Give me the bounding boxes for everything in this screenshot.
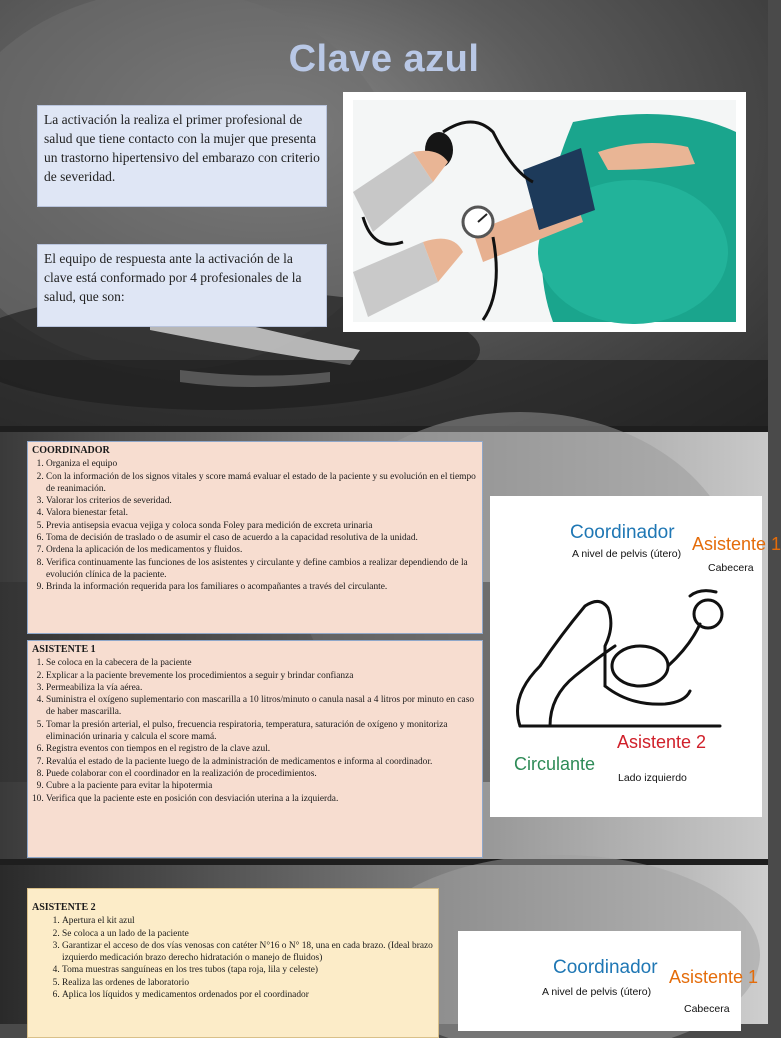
- slide-2: [0, 432, 781, 865]
- list-item: 1. Apertura el kit azul: [62, 915, 434, 927]
- activation-text-box: [37, 105, 327, 207]
- asistente1-label: Asistente 1: [692, 534, 781, 554]
- asistente2-heading: ASISTENTE 2: [32, 902, 96, 913]
- list-item: 9. Brinda la información requerida para los familiares o acompañantes a través del circulante.: [46, 581, 478, 593]
- slide-title: Clave azul: [288, 38, 480, 80]
- team-text-box: [37, 244, 327, 327]
- asistente2-sublabel: Lado izquierdo: [618, 772, 687, 784]
- list-item: 5. Previa antisepsia evacua vejiga y coloca sonda Foley para medición de excreta urinaria: [46, 520, 478, 532]
- list-item: 5. Realiza las ordenes de laboratorio: [62, 977, 434, 989]
- list-item: 6. Registra eventos con tiempos en el registro de la clave azul.: [46, 743, 478, 755]
- team-paragraph: El equipo de respuesta ante la activación de la clave está conformado por 4 profesionales de la salud, que son:: [44, 251, 302, 304]
- asistente2-list: [32, 915, 434, 1001]
- asistente1-heading: ASISTENTE 1: [32, 644, 96, 655]
- list-item: 4. Valora bienestar fetal.: [46, 507, 478, 519]
- list-item: 3. Permeabiliza la vía aérea.: [46, 682, 478, 694]
- activation-paragraph: La activación la realiza el primer profesional de salud que tiene contacto con la mujer que presenta un trastorno hipertensivo del embarazo con criterio de severidad.: [44, 112, 320, 184]
- circulante-label: Circulante: [514, 754, 596, 774]
- list-item: 4. Suministra el oxígeno suplementario con mascarilla a 10 litros/minuto o canula nasal a 4 litros por minuto en caso de haber mascarilla.: [46, 694, 478, 719]
- list-item: 4. Toma muestras sanguíneas en los tres tubos (tapa roja, lila y celeste): [62, 964, 434, 976]
- list-item: 9. Cubre a la paciente para evitar la hipotermia: [46, 780, 478, 792]
- list-item: 1. Organiza el equipo: [46, 458, 478, 470]
- list-item: 3. Valorar los criterios de severidad.: [46, 495, 478, 507]
- list-item: 5. Tomar la presión arterial, el pulso, frecuencia respiratoria, temperatura, saturación de oxígeno y monitoriza eliminación urinaria y calcula el score mamá.: [46, 719, 478, 744]
- asistente1-sublabel: Cabecera: [708, 562, 754, 574]
- list-item: 1. Se coloca en la cabecera de la paciente: [46, 657, 478, 669]
- list-item: 2. Se coloca a un lado de la paciente: [62, 928, 434, 940]
- asistente2-label: Asistente 2: [617, 732, 707, 752]
- asistente1-label: Asistente 1: [669, 967, 759, 987]
- coordinador-label: Coordinador: [570, 522, 675, 543]
- list-item: 8. Verifica continuamente las funciones de los asistentes y circulante y define cambios a realizar dependiendo de la evolución clínica de la paciente.: [46, 557, 478, 582]
- list-item: 10. Verifica que la paciente este en posición con desviación uterina a la izquierda.: [46, 793, 478, 805]
- team-position-diagram: [490, 496, 781, 817]
- list-item: 2. Explicar a la paciente brevemente los procedimientos a seguir y brindar confianza: [46, 670, 478, 682]
- list-item: 7. Ordena la aplicación de los medicamentos y fluidos.: [46, 544, 478, 556]
- slide-3: [0, 865, 768, 1024]
- team-position-diagram: [458, 931, 759, 1031]
- list-item: 8. Puede colaborar con el coordinador en la realización de procedimientos.: [46, 768, 478, 780]
- blood-pressure-illustration: [343, 92, 746, 332]
- slide-1: [0, 0, 768, 432]
- blood-pressure-photo: [343, 92, 746, 332]
- asistente1-list: [32, 657, 478, 805]
- list-item: 3. Garantizar el acceso de dos vías venosas con catéter N°16 o N° 18, una en cada brazo. (Ideal brazo izquierdo medicación brazo derecho hidratación o manejo de fluidos): [62, 940, 434, 965]
- coordinador-sublabel: A nivel de pelvis (útero): [542, 986, 652, 998]
- coordinador-list: [32, 458, 478, 593]
- list-item: 7. Revalúa el estado de la paciente luego de la administración de medicamentos e informa al coordinador.: [46, 756, 478, 768]
- asistente1-sublabel: Cabecera: [684, 1003, 730, 1015]
- coordinador-box: [27, 441, 483, 634]
- list-item: 2. Con la información de los signos vitales y score mamá evaluar el estado de la paciente y su evolución en el tiempo de reanimación.: [46, 471, 478, 496]
- asistente1-box: [27, 640, 483, 858]
- asistente2-box: [27, 888, 439, 1038]
- list-item: 6. Toma de decisión de traslado o de asumir el caso de acuerdo a la capacidad resolutiva de la unidad.: [46, 532, 478, 544]
- coordinador-label: Coordinador: [553, 957, 658, 978]
- coordinador-heading: COORDINADOR: [32, 445, 110, 456]
- list-item: 6. Aplica los líquidos y medicamentos ordenados por el coordinador: [62, 989, 434, 1001]
- coordinador-sublabel: A nivel de pelvis (útero): [572, 548, 682, 560]
